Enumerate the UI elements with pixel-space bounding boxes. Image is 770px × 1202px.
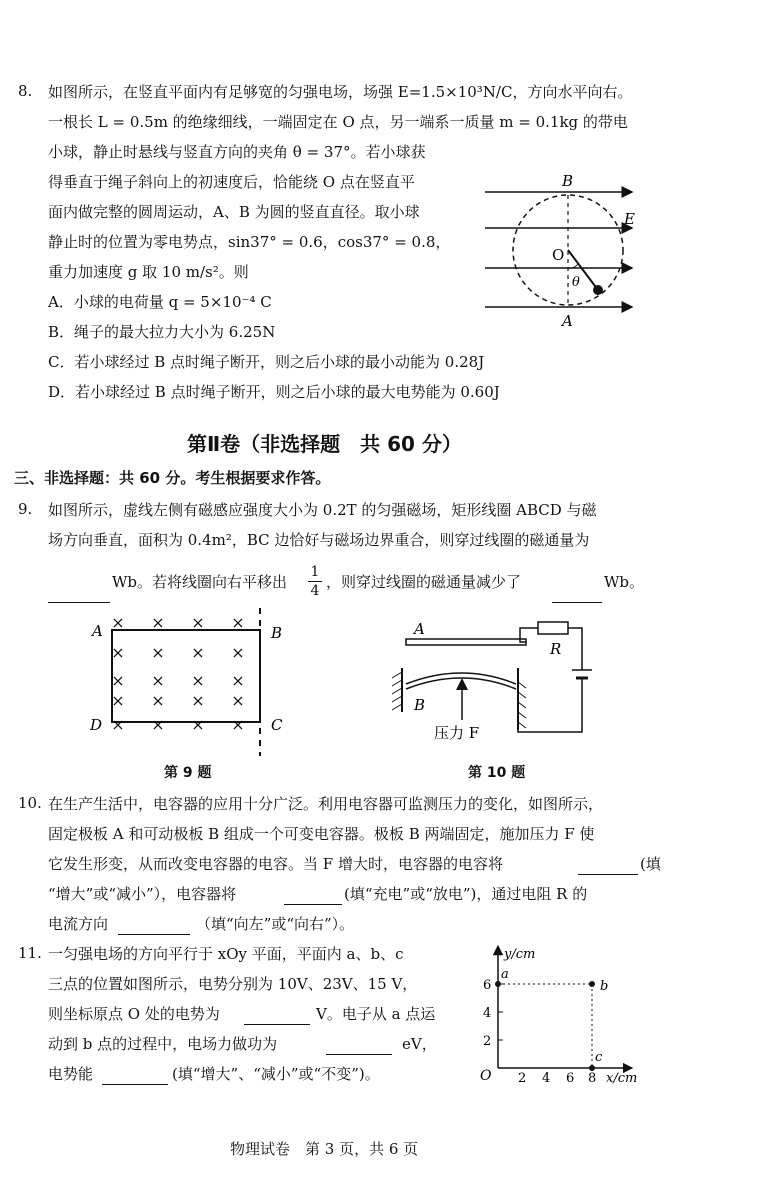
q11-number: 11. — [18, 944, 42, 962]
q8-option-a: A．小球的电荷量 q = 5×10⁻⁴ C — [48, 293, 272, 311]
q9-blank-1[interactable] — [48, 586, 110, 603]
y-axis-label: y/cm — [504, 947, 536, 962]
q9-line-1: 如图所示，虚线左侧有磁感应强度大小为 0.2T 的匀强磁场，矩形线圈 ABCD 与磁 — [48, 501, 597, 519]
svg-text:×: × — [111, 691, 125, 710]
svg-text:×: × — [191, 643, 205, 662]
q10-capacitor-diagram — [378, 612, 608, 752]
svg-text:×: × — [231, 715, 245, 734]
label-c: c — [595, 1050, 603, 1065]
label-B: B — [414, 696, 426, 714]
q9-fraction — [308, 563, 322, 600]
svg-text:×: × — [191, 691, 205, 710]
svg-text:×: × — [231, 691, 245, 710]
left-wall-hatch — [392, 672, 402, 710]
svg-text:×: × — [191, 671, 205, 690]
q8-line-3: 小球，静止时悬线与竖直方向的夹角 θ = 37°。若小球获 — [48, 143, 426, 161]
resistor-R — [538, 622, 568, 634]
svg-text:×: × — [191, 613, 205, 632]
label-E: E — [624, 210, 635, 228]
svg-text:×: × — [151, 643, 165, 662]
q8-field-diagram — [480, 168, 640, 330]
label-C: C — [271, 716, 283, 734]
y-tick-4: 4 — [483, 1006, 492, 1021]
svg-text:×: × — [111, 671, 125, 690]
q11-tail-2: eV， — [402, 1035, 437, 1053]
page-footer: 物理试卷 第 3 页，共 6 页 — [230, 1140, 419, 1158]
svg-text:×: × — [231, 643, 245, 662]
y-tick-6: 6 — [483, 978, 492, 993]
q10-blank-3[interactable] — [118, 930, 190, 935]
q8-line-2: 一根长 L = 0.5m 的绝缘细线，一端固定在 O 点，另一端系一质量 m = 0.1kg 的带电 — [48, 113, 628, 131]
x-tick-2: 2 — [518, 1071, 527, 1086]
q11-line-1: 一匀强电场的方向平行于 xOy 平面，平面内 a、b、c — [48, 945, 404, 963]
label-D: D — [90, 716, 103, 734]
label-R: R — [550, 640, 562, 658]
q11-tail-3: (填“增大”、“减小”或“不变”)。 — [172, 1065, 380, 1083]
q11-line-5: 电势能 — [48, 1065, 94, 1083]
label-A: A — [562, 312, 573, 330]
charged-ball — [593, 285, 603, 295]
q8-line-6: 静止时的位置为零电势点，sin37° = 0.6，cos37° = 0.8， — [48, 233, 451, 251]
q9-fraction-num: 1 — [308, 563, 322, 582]
q9-line-2: 场方向垂直，面积为 0.4m²，BC 边恰好与磁场边界重合，则穿过线圈的磁通量为 — [48, 531, 590, 549]
q10-caption: 第 10 题 — [468, 765, 526, 781]
q11-line-2: 三点的位置如图所示，电势分别为 10V、23V、15 V， — [48, 975, 418, 993]
svg-text:×: × — [151, 613, 165, 632]
q8-option-d: D．若小球经过 B 点时绳子断开，则之后小球的最大电势能为 0.60J — [48, 383, 500, 401]
y-tick-2: 2 — [483, 1034, 492, 1049]
x-tick-6: 6 — [566, 1071, 575, 1086]
q9-blank-2[interactable] — [552, 586, 602, 603]
wire-bottom — [518, 678, 582, 732]
svg-text:×: × — [111, 643, 125, 662]
q9-line-3c: Wb。 — [604, 573, 645, 591]
label-B: B — [271, 624, 283, 642]
magnetic-field-crosses — [111, 613, 244, 734]
svg-text:×: × — [151, 691, 165, 710]
x-tick-8: 8 — [588, 1071, 597, 1086]
wire-right — [568, 628, 582, 670]
q8-option-b: B．绳子的最大拉力大小为 6.25N — [48, 323, 276, 341]
q9-caption: 第 9 题 — [164, 765, 212, 781]
q10-line-1: 在生产生活中，电容器的应用十分广泛。利用电容器可监测压力的变化，如图所示， — [48, 795, 604, 813]
q11-tail-1: V。电子从 a 点运 — [316, 1005, 436, 1023]
label-F: 压力 F — [434, 724, 480, 742]
label-A: A — [414, 620, 425, 638]
svg-text:×: × — [191, 715, 205, 734]
q10-line-5: 电流方向 — [48, 915, 109, 933]
q10-blank-1[interactable] — [578, 870, 638, 875]
q8-line-4: 得垂直于绳子斜向上的初速度后，恰能绕 O 点在竖直平 — [48, 173, 415, 191]
point-b — [589, 981, 595, 987]
x-axis-label: x/cm — [606, 1071, 638, 1086]
q11-blank-3[interactable] — [102, 1080, 168, 1085]
section-instruction: 三、非选择题：共 60 分。考生根据要求作答。 — [14, 469, 331, 487]
q9-coil-diagram — [88, 608, 288, 758]
plate-A — [406, 639, 526, 645]
label-O: O — [552, 246, 565, 264]
q11-line-3: 则坐标原点 O 处的电势为 — [48, 1005, 220, 1023]
svg-text:×: × — [111, 613, 125, 632]
q10-tail-1: (填 — [640, 855, 661, 873]
q11-blank-1[interactable] — [244, 1020, 310, 1025]
q8-line-5: 面内做完整的圆周运动，A、B 为圆的竖直直径。取小球 — [48, 203, 420, 221]
label-A: A — [92, 622, 103, 640]
svg-text:×: × — [151, 671, 165, 690]
q10-tail-3: （填“向左”或“向右”）。 — [196, 915, 355, 933]
q9-number: 9. — [18, 500, 33, 518]
origin-label: O — [480, 1068, 492, 1084]
q10-tail-2: (填“充电”或“放电”)，通过电阻 R 的 — [344, 885, 588, 903]
x-tick-4: 4 — [542, 1071, 551, 1086]
q10-line-4: “增大”或“减小”），电容器将 — [48, 885, 237, 903]
q10-number: 10. — [18, 794, 42, 812]
q10-line-3: 它发生形变，从而改变电容器的电容。当 F 增大时，电容器的电容将 — [48, 855, 503, 873]
q9-line-3a: Wb。若将线圈向右平移出 — [112, 573, 288, 591]
q10-line-2: 固定极板 A 和可动极板 B 组成一个可变电容器。极板 B 两端固定，施加压力 F 使 — [48, 825, 595, 843]
q11-blank-2[interactable] — [326, 1050, 392, 1055]
svg-text:×: × — [111, 715, 125, 734]
q8-number: 8. — [18, 82, 33, 100]
q8-option-c: C．若小球经过 B 点时绳子断开，则之后小球的最小动能为 0.28J — [48, 353, 485, 371]
q8-line-7: 重力加速度 g 取 10 m/s²。则 — [48, 263, 249, 281]
svg-text:×: × — [231, 671, 245, 690]
svg-text:×: × — [231, 613, 245, 632]
label-b: b — [600, 979, 609, 994]
label-B: B — [562, 172, 574, 190]
q11-line-4: 动到 b 点的过程中，电场力做功为 — [48, 1035, 278, 1053]
q11-coordinate-diagram — [470, 940, 650, 1090]
right-wall-hatch — [518, 682, 526, 728]
svg-text:×: × — [151, 715, 165, 734]
section-title: 第Ⅱ卷（非选择题 共 60 分） — [187, 432, 462, 456]
plate-B-inner — [406, 678, 516, 689]
q9-line-3b: ，则穿过线圈的磁通量减少了 — [326, 573, 522, 591]
label-theta: θ — [572, 275, 580, 290]
q9-fraction-den: 4 — [310, 583, 320, 599]
q8-line-1: 如图所示，在竖直平面内有足够宽的匀强电场，场强 E=1.5×10³N/C，方向水平向右。 — [48, 83, 633, 101]
label-a: a — [501, 967, 509, 982]
q10-blank-2[interactable] — [284, 900, 342, 905]
